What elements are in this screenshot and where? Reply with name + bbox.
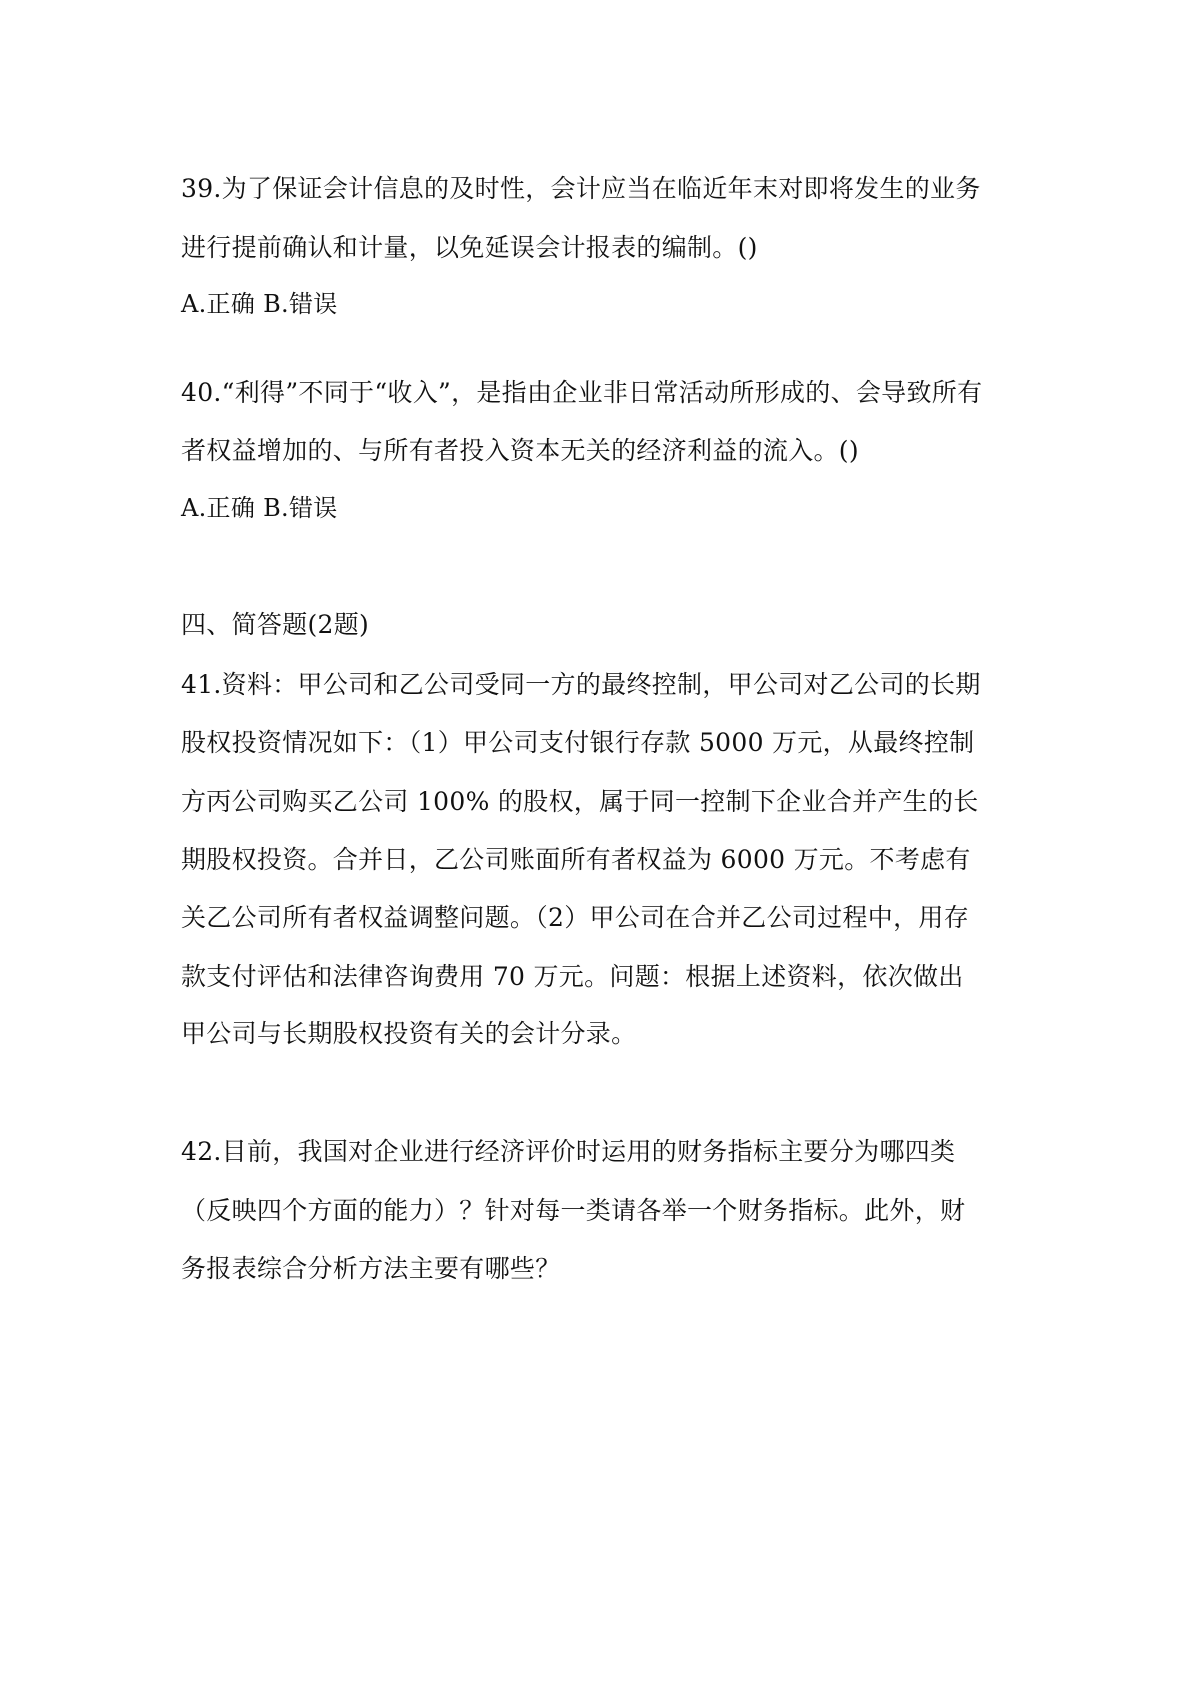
section-heading: 四、简答题(2题): [181, 610, 370, 639]
question-41-line-7: 甲公司与长期股权投资有关的会计分录。: [181, 1019, 637, 1048]
question-40-line-2: 者权益增加的、与所有者投入资本无关的经济利益的流入。(): [181, 436, 859, 465]
question-41-line-3: 方丙公司购买乙公司 100% 的股权，属于同一控制下企业合并产生的长: [181, 787, 979, 816]
question-41-line-2: 股权投资情况如下：（1）甲公司支付银行存款 5000 万元，从最终控制: [181, 728, 975, 757]
question-41-line-6: 款支付评估和法律咨询费用 70 万元。问题：根据上述资料，依次做出: [181, 962, 964, 991]
question-42-line-2: （反映四个方面的能力）？针对每一类请各举一个财务指标。此外，财: [181, 1196, 966, 1225]
question-39-line-2: 进行提前确认和计量，以免延误会计报表的编制。(): [181, 233, 758, 262]
question-40-options: A.正确 B.错误: [181, 494, 338, 522]
question-42-line-3: 务报表综合分析方法主要有哪些？: [181, 1254, 561, 1283]
question-40-line-1: 40.“利得”不同于“收入”，是指由企业非日常活动所形成的、会导致所有: [181, 378, 983, 407]
question-39-options: A.正确 B.错误: [181, 290, 338, 318]
question-39-line-1: 39.为了保证会计信息的及时性，会计应当在临近年末对即将发生的业务: [181, 174, 981, 203]
question-41-line-4: 期股权投资。合并日，乙公司账面所有者权益为 6000 万元。不考虑有: [181, 845, 971, 874]
question-41-line-5: 关乙公司所有者权益调整问题。（2）甲公司在合并乙公司过程中，用存: [181, 903, 970, 932]
question-41-line-1: 41.资料：甲公司和乙公司受同一方的最终控制，甲公司对乙公司的长期: [181, 670, 981, 699]
question-42-line-1: 42.目前，我国对企业进行经济评价时运用的财务指标主要分为哪四类: [181, 1137, 956, 1166]
